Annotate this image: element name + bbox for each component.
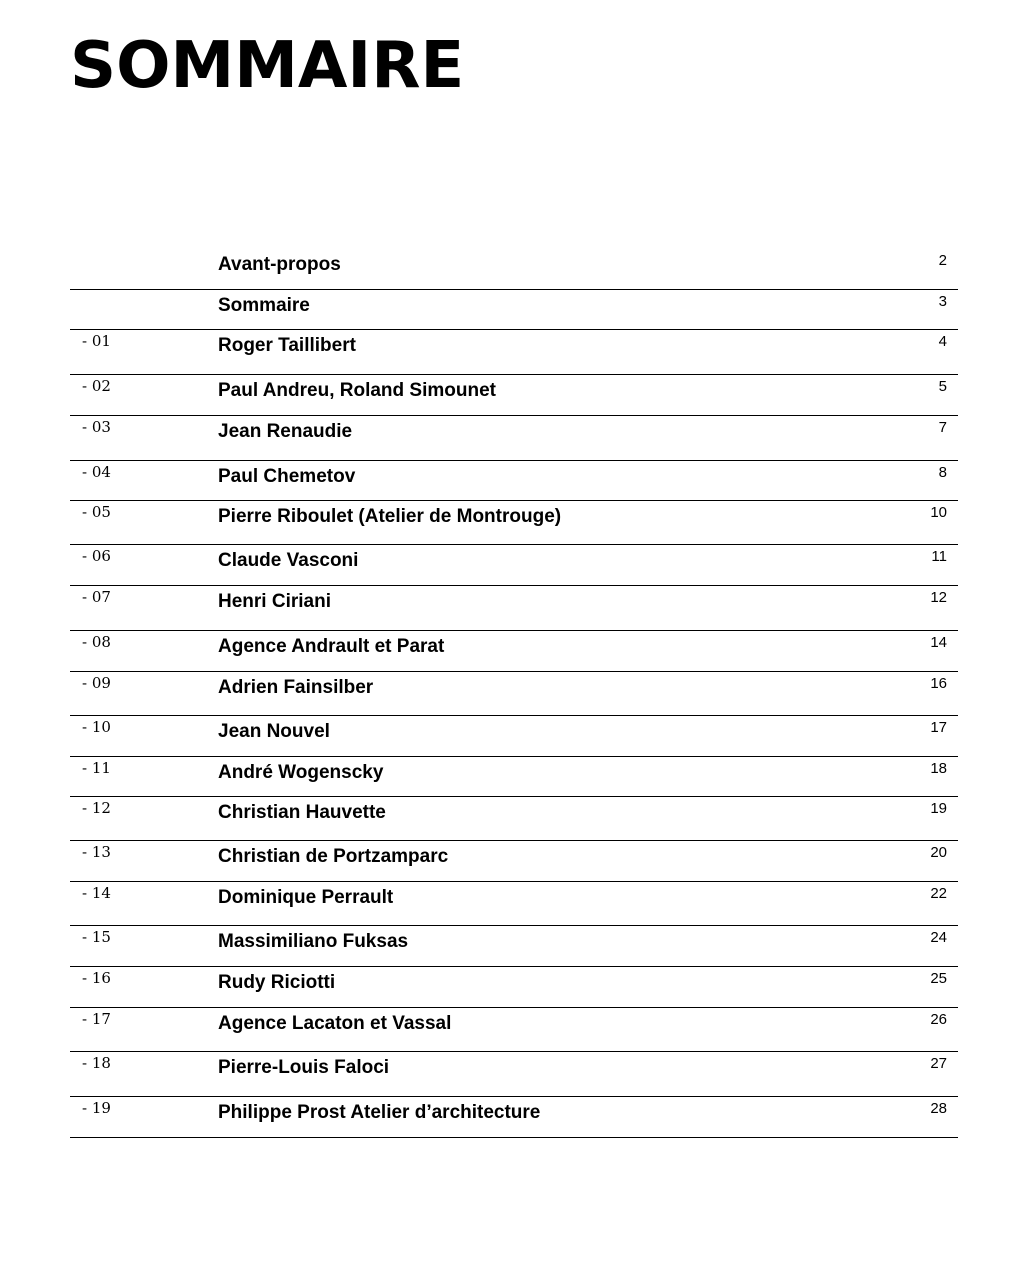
toc-entry-number: - 14 (82, 884, 111, 902)
toc-entry-title: Agence Lacaton et Vassal (218, 1013, 452, 1034)
toc-entry[interactable] (70, 290, 958, 330)
toc-entry-title: Adrien Fainsilber (218, 677, 374, 698)
toc-entry-page-number: 8 (938, 464, 947, 481)
toc-entry[interactable] (70, 967, 958, 1008)
toc-entry-title: Massimiliano Fuksas (218, 931, 409, 952)
toc-entry[interactable] (70, 716, 958, 757)
toc-entry-number: - 17 (82, 1010, 111, 1028)
toc-entry[interactable] (70, 1097, 958, 1138)
toc-entry[interactable] (70, 1052, 958, 1097)
toc-entry-number: - 09 (82, 674, 111, 692)
toc-entry-page-number: 14 (930, 634, 947, 651)
toc-entry-title: Christian de Portzamparc (218, 846, 449, 867)
toc-entry-number: - 04 (82, 463, 111, 481)
toc-entry-title: Rudy Riciotti (218, 972, 336, 993)
toc-entry-number: - 08 (82, 633, 111, 651)
toc-entry[interactable] (70, 545, 958, 586)
toc-entry-page-number: 2 (938, 252, 947, 269)
toc-entry-title: Avant-propos (218, 254, 341, 275)
toc-entry-number: - 19 (82, 1099, 111, 1117)
toc-entry-number: - 10 (82, 718, 111, 736)
toc-entry-title: Claude Vasconi (218, 550, 359, 571)
toc-entry-number: - 13 (82, 843, 111, 861)
toc-entry-title: Paul Andreu, Roland Simounet (218, 380, 496, 401)
toc-entry-page-number: 11 (931, 548, 947, 565)
toc-entry-page-number: 20 (930, 844, 947, 861)
toc-entry-title: Christian Hauvette (218, 802, 386, 823)
toc-entry-title: Dominique Perrault (218, 887, 394, 908)
toc-entry-page-number: 12 (930, 589, 947, 606)
toc-entry-title: Jean Renaudie (218, 421, 353, 442)
toc-entry-number: - 01 (82, 332, 111, 350)
toc-entry-page-number: 27 (930, 1055, 947, 1072)
page-title: SOMMAIRE (70, 29, 465, 103)
toc-entry-page-number: 22 (930, 885, 947, 902)
toc-entry-page-number: 24 (930, 929, 947, 946)
toc-entry-title: André Wogenscky (218, 762, 384, 783)
toc-entry-page-number: 18 (930, 760, 947, 777)
toc-entry-page-number: 10 (930, 504, 947, 521)
toc-entry-page-number: 4 (938, 333, 947, 350)
toc-entry-number: - 03 (82, 418, 111, 436)
toc-entry-page-number: 5 (938, 378, 947, 395)
toc-entry-page-number: 28 (930, 1100, 947, 1117)
toc-entry-title: Sommaire (218, 295, 310, 316)
table-of-contents (70, 249, 958, 1138)
toc-entry-number: - 05 (82, 503, 111, 521)
toc-entry-number: - 16 (82, 969, 111, 987)
toc-entry-title: Pierre-Louis Faloci (218, 1057, 390, 1078)
toc-entry-title: Henri Ciriani (218, 591, 331, 612)
toc-entry[interactable] (70, 375, 958, 416)
toc-entry[interactable] (70, 882, 958, 926)
toc-entry[interactable] (70, 926, 958, 967)
toc-entry-page-number: 19 (930, 800, 947, 817)
toc-entry-number: - 02 (82, 377, 111, 395)
toc-entry-number: - 15 (82, 928, 111, 946)
toc-entry[interactable] (70, 249, 958, 290)
toc-entry-page-number: 25 (930, 970, 947, 987)
toc-entry[interactable] (70, 631, 958, 672)
toc-entry[interactable] (70, 841, 958, 882)
toc-entry-title: Paul Chemetov (218, 466, 356, 487)
toc-entry-number: - 12 (82, 799, 111, 817)
toc-entry-title: Philippe Prost Atelier d’architecture (218, 1102, 541, 1123)
toc-entry[interactable] (70, 672, 958, 716)
toc-entry[interactable] (70, 797, 958, 841)
toc-entry[interactable] (70, 1008, 958, 1052)
toc-entry-page-number: 3 (938, 293, 947, 310)
toc-entry-title: Agence Andrault et Parat (218, 636, 445, 657)
toc-entry-page-number: 7 (938, 419, 947, 436)
toc-entry[interactable] (70, 416, 958, 461)
toc-entry[interactable] (70, 586, 958, 631)
toc-entry-title: Pierre Riboulet (Atelier de Montrouge) (218, 506, 562, 527)
toc-entry-page-number: 26 (930, 1011, 947, 1028)
toc-entry[interactable] (70, 461, 958, 501)
toc-entry[interactable] (70, 330, 958, 375)
toc-entry-page-number: 17 (930, 719, 947, 736)
toc-entry-page-number: 16 (930, 675, 947, 692)
toc-entry-number: - 06 (82, 547, 111, 565)
toc-entry-number: - 07 (82, 588, 111, 606)
toc-entry-number: - 18 (82, 1054, 111, 1072)
toc-entry-number: - 11 (82, 759, 111, 777)
toc-entry[interactable] (70, 501, 958, 545)
toc-entry-title: Jean Nouvel (218, 721, 330, 742)
toc-entry[interactable] (70, 757, 958, 797)
toc-entry-title: Roger Taillibert (218, 335, 356, 356)
